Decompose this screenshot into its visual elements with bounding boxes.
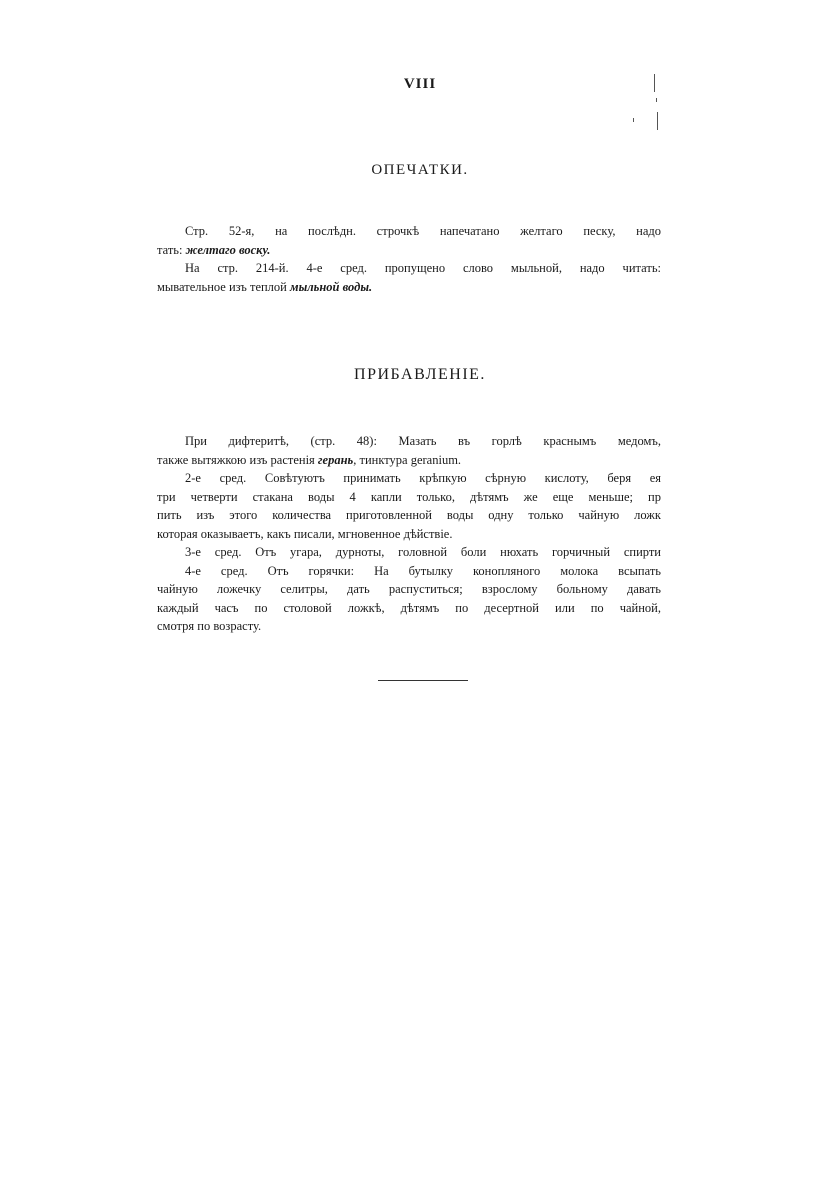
margin-mark (657, 112, 658, 130)
errata-line (157, 241, 661, 260)
addendum-block (157, 432, 661, 636)
addendum-line: пить изъ этого количества приготовленной воды одну только чайную ложк (157, 508, 661, 522)
addendum-line-text: также вытяжкою изъ растенія (157, 452, 318, 467)
errata-line-text: мывательное изъ теплой (157, 279, 290, 294)
closing-rule (378, 680, 468, 681)
addendum-line: три четверти стакана воды 4 капли только, дѣтямъ же еще меньше; пр (157, 489, 661, 504)
errata-line (157, 278, 661, 297)
addendum-plant-name: герань (317, 452, 354, 467)
errata-correction: мыльной воды. (290, 279, 373, 294)
addendum-line: При дифтеритѣ, (стр. 48): Мазать въ горлѣ краснымъ медомъ, (185, 434, 661, 448)
margin-mark (656, 98, 657, 102)
addendum-line-text: , тинктура geranium. (353, 452, 462, 467)
addendum-line: 4-е сред. Отъ горячки: На бутылку конопляного молока всыпать (185, 563, 661, 578)
errata-heading: ОПЕЧАТКИ. (371, 162, 469, 178)
addendum-line: 3-е сред. Отъ угара, дурноты, головной боли нюхать горчичный спирти (185, 545, 661, 559)
addendum-line: которая оказываетъ, какъ писали, мгновенное дѣйствіе. (157, 526, 453, 541)
addendum-line: смотря по возрасту. (157, 619, 262, 633)
errata-correction: желтаго воску. (185, 242, 271, 257)
errata-line: На стр. 214-й. 4-е сред. пропущено слово мыльной, надо читать: (185, 261, 661, 275)
addendum-line: чайную ложечку селитры, дать распуститься; взрослому больному давать (157, 582, 661, 596)
addendum-line: 2-е сред. Совѣтуютъ принимать крѣпкую сѣрную кислоту, беря ея (185, 471, 661, 485)
page-number: VIII (403, 76, 437, 92)
addendum-line: каждый часъ по столовой ложкѣ, дѣтямъ по десертной или по чайной, (157, 600, 661, 615)
errata-line: Стр. 52-я, на послѣдн. строчкѣ напечатано желтаго песку, надо (185, 224, 661, 238)
addendum-heading: ПРИБАВЛЕНІЕ. (354, 366, 486, 383)
errata-line-text: тать: (157, 242, 186, 257)
errata-block (157, 222, 661, 296)
margin-mark (654, 74, 655, 92)
addendum-line (157, 451, 661, 470)
margin-mark (633, 118, 634, 122)
